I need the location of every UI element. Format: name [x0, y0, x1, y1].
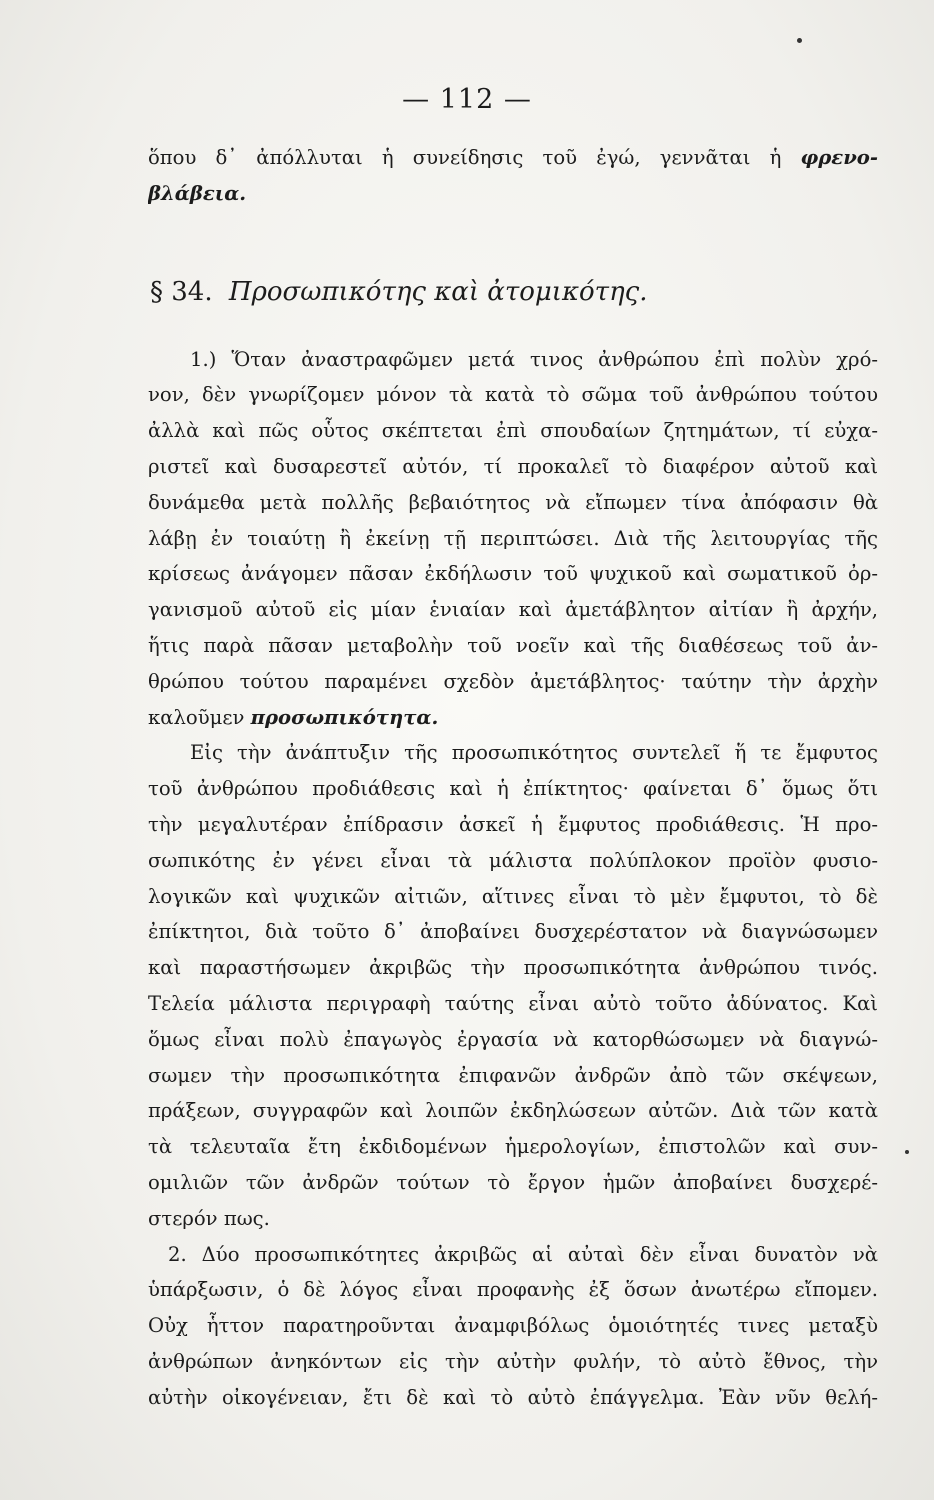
text-line: 2. Δύο προσωπικότητες ἀκριβῶς αἱ αὐταὶ δὲν εἶναι δυνατὸν νὰ [168, 1242, 878, 1266]
section-title: Προσωπικότης καὶ ἀτομικότης. [228, 276, 648, 307]
text-line [148, 176, 878, 212]
text-line: πράξεων, συγγραφῶν καὶ λοιπῶν ἐκδηλώσεων αὐτῶν. Διὰ τῶν κατὰ [148, 1099, 878, 1123]
text-line: Τελεία μάλιστα περιγραφὴ ταύτης εἶναι αὐτὸ τοῦτο ἀδύνατος. Καὶ [148, 991, 878, 1015]
ink-speck [797, 38, 802, 43]
emphasized-word: προσωπικότητα. [250, 705, 439, 729]
text-line: ἥτις παρὰ πᾶσαν μεταβολὴν τοῦ νοεῖν καὶ τῆς διαθέσεως τοῦ ἀν- [148, 633, 878, 657]
line-text: ὅπου δ᾿ ἀπόλλυται ἡ συνείδησις τοῦ ἐγώ, γεννᾶται ἡ [148, 146, 801, 169]
emphasized-word: βλάβεια. [148, 181, 247, 205]
paragraph-1 [148, 342, 878, 736]
text-line: θρώπου τούτου παραμένει σχεδὸν ἀμετάβλητος· ταύτην τὴν ἀρχὴν [148, 669, 878, 693]
page-body [148, 140, 878, 1416]
text-line: λογικῶν καὶ ψυχικῶν αἰτιῶν, αἵτινες εἶναι τὸ μὲν ἔμφυτοι, τὸ δὲ [148, 884, 878, 908]
text-line: τὴν μεγαλυτέραν ἐπίδρασιν ἀσκεῖ ἡ ἔμφυτος προδιάθεσις. Ἡ προ- [148, 812, 878, 836]
text-line: γανισμοῦ αὐτοῦ εἰς μίαν ἑνιαίαν καὶ ἀμετάβλητον αἰτίαν ἢ ἀρχήν, [148, 598, 878, 622]
paragraph-2 [148, 735, 878, 1236]
text-line: λάβῃ ἐν τοιαύτῃ ἢ ἐκείνῃ τῇ περιπτώσει. Διὰ τῆς λειτουργίας τῆς [148, 526, 878, 550]
text-line: ὑπάρξωσιν, ὁ δὲ λόγος εἶναι προφανὴς ἐξ ὅσων ἀνωτέρω εἴπομεν. [148, 1278, 878, 1302]
text-line: δυνάμεθα μετὰ πολλῆς βεβαιότητος νὰ εἴπωμεν τίνα ἀπόφασιν θὰ [148, 490, 878, 514]
text-line: ὅμως εἶναι πολὺ ἐπαγωγὸς ἐργασία νὰ κατορθώσωμεν νὰ διαγνώ- [148, 1027, 878, 1051]
text-line: νον, δὲν γνωρίζομεν μόνον τὰ κατὰ τὸ σῶμα τοῦ ἀνθρώπου τούτου [148, 383, 878, 407]
text-line: αὐτὴν οἰκογένειαν, ἔτι δὲ καὶ τὸ αὐτὸ ἐπάγγελμα. Ἐὰν νῦν θελή- [148, 1385, 878, 1409]
text-line: κρίσεως ἀνάγομεν πᾶσαν ἐκδήλωσιν τοῦ ψυχικοῦ καὶ σωματικοῦ ὀρ- [148, 562, 878, 586]
section-heading [148, 262, 878, 322]
text-line [148, 700, 878, 736]
ink-speck [905, 1150, 909, 1154]
text-line: ομιλιῶν τῶν ἀνδρῶν τούτων τὸ ἔργον ἡμῶν ἀποβαίνει δυσχερέ- [148, 1170, 878, 1194]
text-line: ἀνθρώπων ἀνηκόντων εἰς τὴν αὐτὴν φυλήν, τὸ αὐτὸ ἔθνος, τὴν [148, 1349, 878, 1373]
page-number: — 112 — [402, 84, 532, 115]
section-number: § 34. [150, 276, 213, 307]
text-line: Οὐχ ἧττον παρατηροῦνται ἀναμφιβόλως ὁμοιότητές τινες μεταξὺ [148, 1314, 878, 1338]
text-line: Εἰς τὴν ἀνάπτυξιν τῆς προσωπικότητος συντελεῖ ἥ τε ἔμφυτος [190, 741, 878, 765]
text-line: σωμεν τὴν προσωπικότητα ἐπιφανῶν ἀνδρῶν ἀπὸ τῶν σκέψεων, [148, 1063, 878, 1087]
text-line: ἀλλὰ καὶ πῶς οὗτος σκέπτεται ἐπὶ σπουδαίων ζητημάτων, τί εὐχα- [148, 419, 878, 443]
text-line: τοῦ ἀνθρώπου προδιάθεσις καὶ ἡ ἐπίκτητος· φαίνεται δ᾿ ὅμως ὅτι [148, 777, 878, 801]
paragraph-3 [148, 1237, 878, 1416]
text-line: καὶ παραστήσωμεν ἀκριβῶς τὴν προσωπικότητα ἀνθρώπου τινός. [148, 956, 878, 980]
text-line: ἐπίκτητοι, διὰ τοῦτο δ᾿ ἀποβαίνει δυσχερέστατον νὰ διαγνώσωμεν [148, 920, 878, 944]
text-line: τὰ τελευταῖα ἔτη ἐκδιδομένων ἡμερολογίων, ἐπιστολῶν καὶ συν- [148, 1135, 878, 1159]
text-line [148, 140, 878, 176]
text-line: στερόν πως. [148, 1206, 270, 1230]
text-line: σωπικότης ἐν γένει εἶναι τὰ μάλιστα πολύπλοκον προϊὸν φυσιο- [148, 848, 878, 872]
text-line: 1.) Ὅταν ἀναστραφῶμεν μετά τινος ἀνθρώπου ἐπὶ πολὺν χρό- [190, 347, 878, 371]
text-line: ριστεῖ καὶ δυσαρεστεῖ αὐτόν, τί προκαλεῖ τὸ διαφέρον αὐτοῦ καὶ [148, 454, 878, 478]
line-text: καλοῦμεν [148, 705, 251, 729]
emphasized-word: φρενο- [800, 146, 878, 169]
